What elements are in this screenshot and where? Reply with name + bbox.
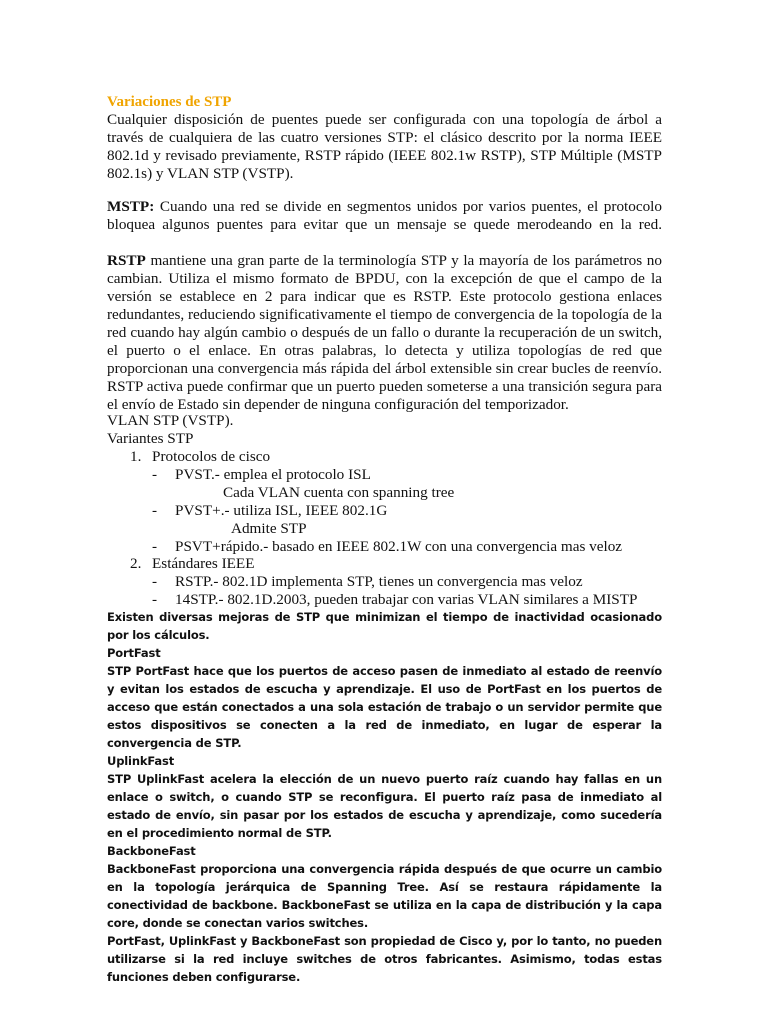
dash: - [152,591,158,608]
vlan-line: VLAN STP (VSTP). [107,412,234,429]
improvements-intro: Existen diversas mejoras de STP que minimizan el tiempo de inactividad ocasionado por los cálculos. [107,610,662,642]
portfast-heading: PortFast [107,646,161,660]
section-heading: Variaciones de STP [107,94,232,110]
list-sub-pvstplus: PVST+.- utiliza ISL, IEEE 802.1G [175,502,388,519]
list-sub-pvst: PVST.- emplea el protocolo ISL [175,466,371,483]
mstp-label: MSTP: [107,198,155,215]
dash: - [152,573,158,590]
list-sub-pvstplus-detail: Admite STP [231,520,307,537]
list-number-2: 2. [130,555,142,572]
list-item-2: Estándares IEEE [152,555,255,572]
intro-text: Cualquier disposición de puentes puede ser configurada con una topología de árbol a través de cualquiera de las cuatro versiones STP: el clásico descrito por la norma IEEE 802.1d y revisado previamente, RSTP rápido (IEEE 802.1w RSTP), STP Múltiple (MSTP 802.1s) y VLAN STP (VSTP). [107,111,662,182]
rstp-text: mantiene una gran parte de la terminología STP y la mayoría de los parámetros no cambian. Utiliza el mismo formato de BPDU, con la excepción de que el campo de la versión se establece en 2 para indicar que es RSTP. Este protocolo gestiona enlaces redundantes, reduciendo significativamente el tiempo de convergencia de la topología de la red cuando hay algún cambio o después de un fallo o durante la recuperación de un switch, el puerto o el enlace. En otras palabras, lo detecta y utiliza topologías de red que proporcionan una convergencia más rápida del árbol extensible sin crear bucles de reenvío. RSTP activa puede confirmar que un puerto pueden someterse a una transición segura para el envío de Estado sin depender de ninguna configuración del temporizador. [107,252,662,413]
intro-paragraph [107,111,662,183]
dash: - [152,502,158,519]
uplinkfast-heading: UplinkFast [107,754,175,768]
backbonefast-heading: BackboneFast [107,844,196,858]
list-sub-14stp: 14STP.- 802.1D.2003, pueden trabajar con varias VLAN similares a MISTP [175,591,638,608]
list-sub-rstp: RSTP.- 802.1D implementa STP, tienes un convergencia mas veloz [175,573,583,590]
list-number-1: 1. [130,448,142,465]
variantes-line: Variantes STP [107,430,194,447]
rstp-label: RSTP [107,252,146,269]
improvements-section [107,608,662,986]
mstp-paragraph [107,198,662,252]
dash: - [152,466,158,483]
mstp-text: Cuando una red se divide en segmentos unidos por varios puentes, el protocolo bloquea algunos puentes para evitar que un mensaje se quede merodeando en la red. [107,198,662,233]
uplinkfast-text: STP UplinkFast acelera la elección de un nuevo puerto raíz cuando hay fallas en un enlace o switch, o cuando STP se reconfigura. El puerto raíz pasa de inmediato al estado de envío, sin pasar por los estados de escucha y aprendizaje, como sucedería en el procedimiento normal de STP. [107,772,662,840]
list-sub-pvst-detail: Cada VLAN cuenta con spanning tree [223,484,455,501]
dash: - [152,538,158,555]
rstp-paragraph [107,252,662,414]
list-item-1: Protocolos de cisco [152,448,271,465]
backbonefast-text: BackboneFast proporciona una convergencia rápida después de que ocurre un cambio en la topología jerárquica de Spanning Tree. Así se restaura rápidamente la conectividad de backbone. BackboneFast se utiliza en la capa de distribución y la capa core, donde se conectan varios switches. [107,862,662,930]
list-sub-psvt: PSVT+rápido.- basado en IEEE 802.1W con una convergencia mas veloz [175,538,623,555]
final-paragraph: PortFast, UplinkFast y BackboneFast son propiedad de Cisco y, por lo tanto, no pueden utilizarse si la red incluye switches de otros fabricantes. Asimismo, todas estas funciones deben configurarse. [107,934,662,984]
portfast-text: STP PortFast hace que los puertos de acceso pasen de inmediato al estado de reenvío y evitan los estados de escucha y aprendizaje. El uso de PortFast en los puertos de acceso que están conectados a una sola estación de trabajo o un servidor permite que estos dispositivos se conecten a la red de inmediato, en lugar de esperar la convergencia de STP. [107,664,662,750]
